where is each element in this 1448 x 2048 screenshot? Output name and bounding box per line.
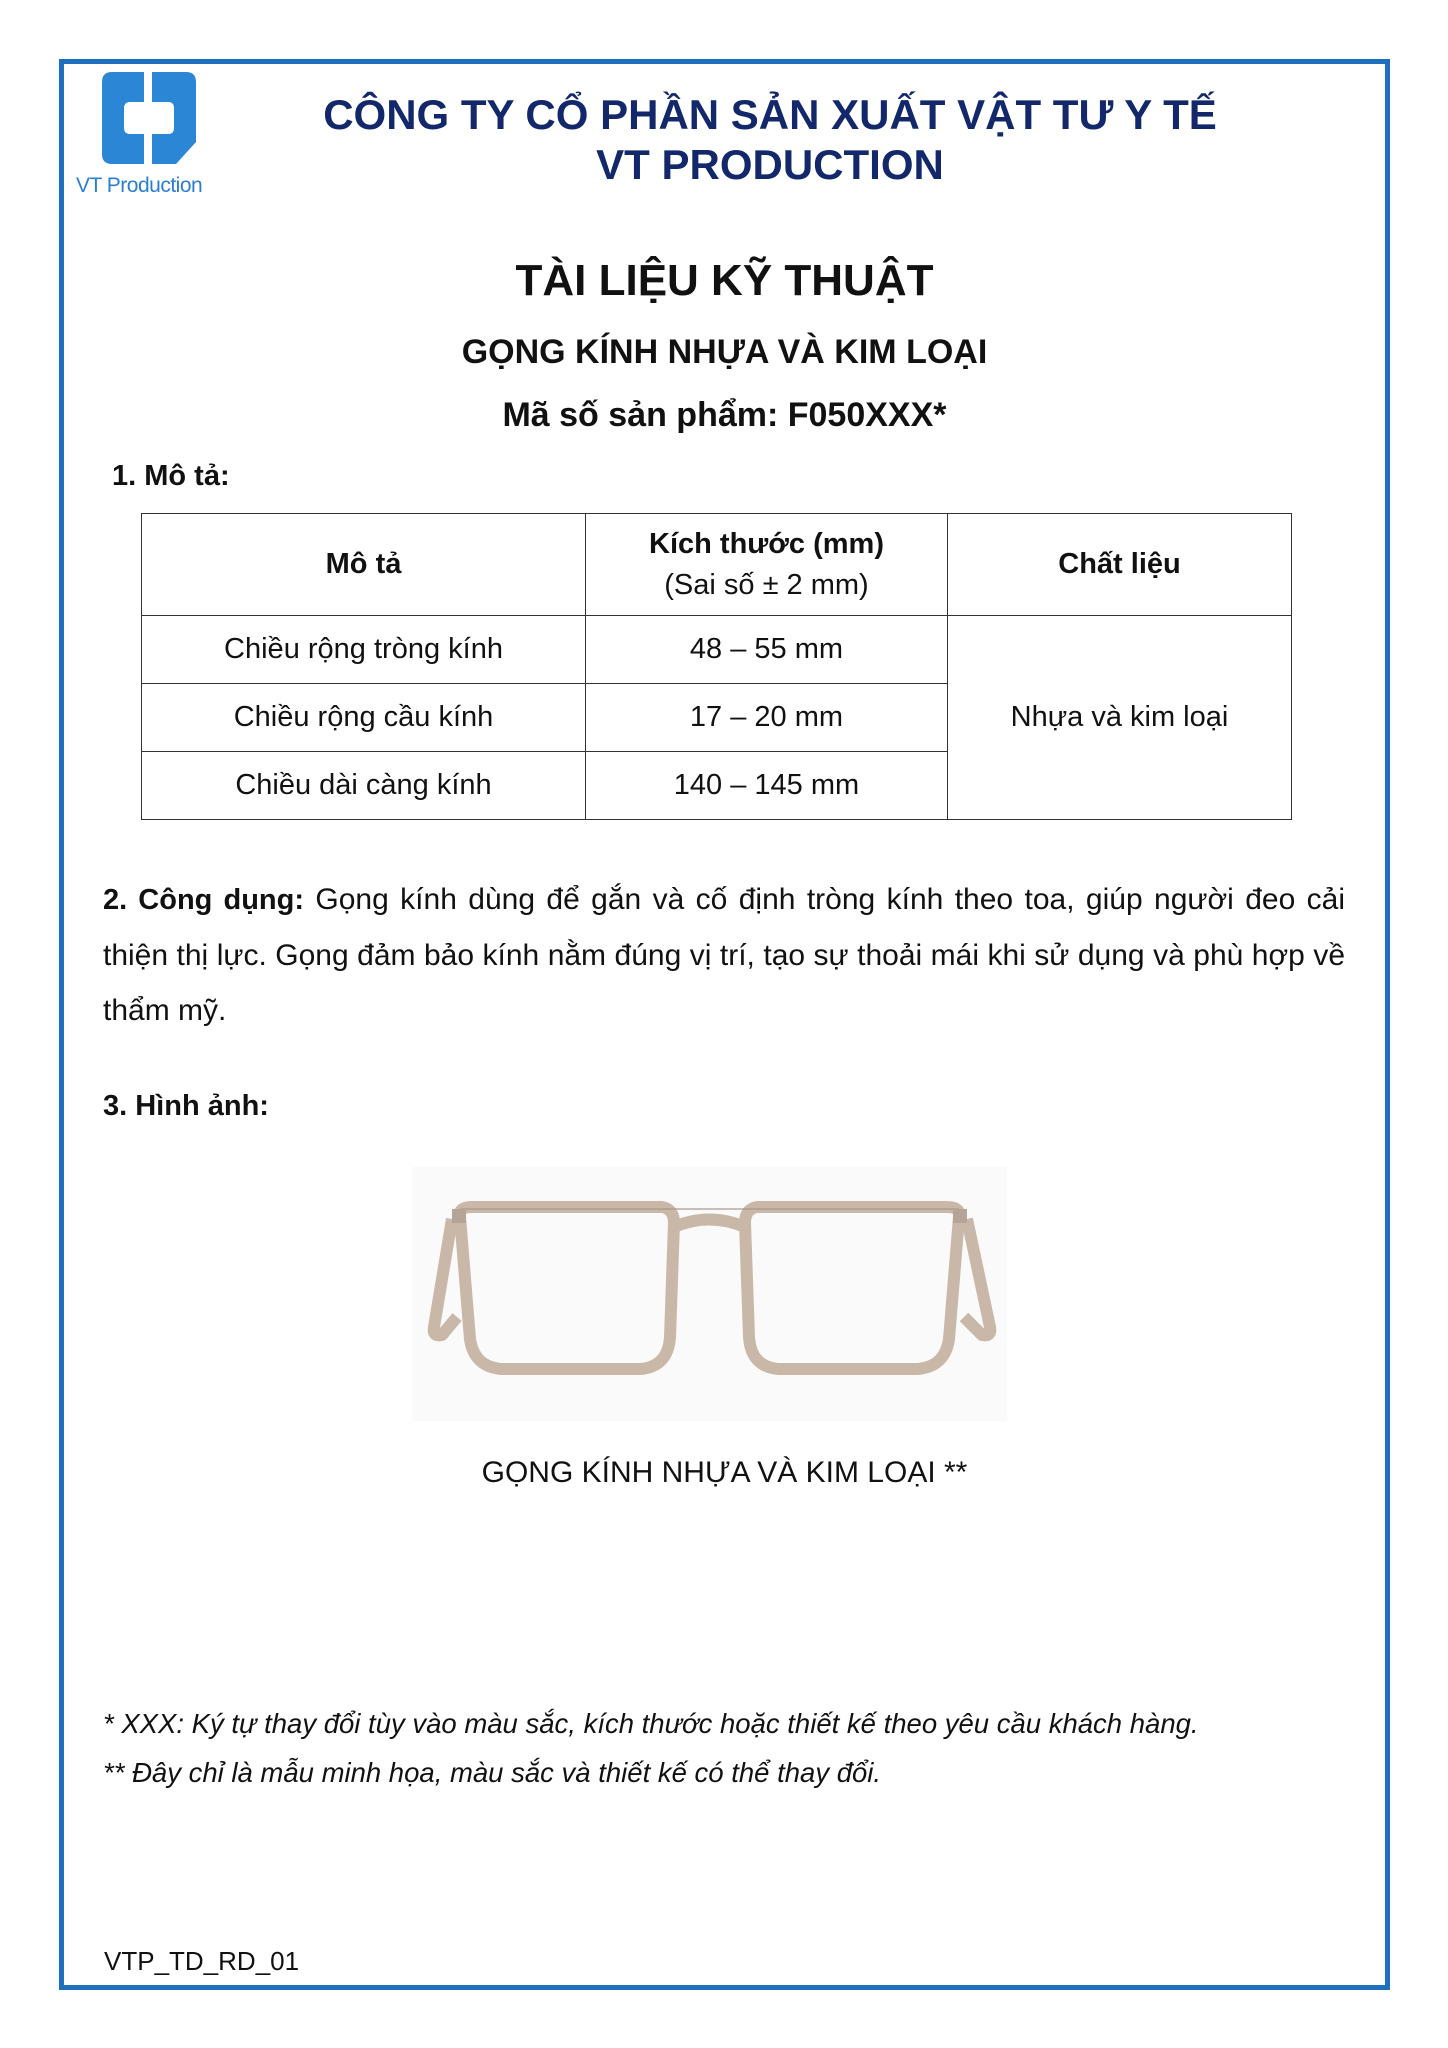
header-size-tolerance: (Sai số ± 2 mm) <box>664 568 869 601</box>
row-description: Chiều rộng tròng kính <box>142 616 586 684</box>
company-line-1: CÔNG TY CỔ PHẦN SẢN XUẤT VẬT TƯ Y TẾ <box>323 91 1217 138</box>
section2-text: Gọng kính dùng để gắn và cố định tròng kính theo toa, giúp người đeo cải thiện thị lực. Gọng đảm bảo kính nằm đúng vị trí, tạo sự thoải mái khi sử dụng và phù hợp về thẩm mỹ. <box>103 883 1345 1027</box>
table-row <box>142 616 1292 684</box>
company-logo <box>102 72 196 164</box>
header-material: Chất liệu <box>948 514 1292 616</box>
row-size: 48 – 55 mm <box>586 616 948 684</box>
row-size: 140 – 145 mm <box>586 752 948 820</box>
row-size: 17 – 20 mm <box>586 684 948 752</box>
product-code: Mã số sản phẩm: F050XXX* <box>502 396 947 434</box>
document-code: VTP_TD_RD_01 <box>104 1946 300 1976</box>
document-title: TÀI LIỆU KỸ THUẬT <box>515 256 934 305</box>
header-description: Mô tả <box>142 514 586 616</box>
section3-heading: 3. Hình ảnh: <box>103 1090 269 1122</box>
table-header-row <box>142 514 1292 616</box>
section2-paragraph <box>103 872 1345 1038</box>
company-name <box>230 90 1310 190</box>
section2-heading: 2. Công dụng: <box>103 884 305 916</box>
image-caption: GỌNG KÍNH NHỰA VÀ KIM LOẠI ** <box>481 1456 968 1489</box>
footnote-2: ** Đây chỉ là mẫu minh họa, màu sắc và thiết kế có thể thay đổi. <box>103 1757 882 1788</box>
footnote-1: * XXX: Ký tự thay đổi tùy vào màu sắc, kích thước hoặc thiết kế theo yêu cầu khách hàng. <box>103 1708 1199 1739</box>
row-description: Chiều rộng cầu kính <box>142 684 586 752</box>
material-cell: Nhựa và kim loại <box>948 616 1292 820</box>
spec-table <box>141 513 1292 820</box>
glasses-image <box>412 1167 1007 1421</box>
section1-heading: 1. Mô tả: <box>112 460 230 492</box>
logo-text: VT Production <box>76 174 203 197</box>
header-size-label: Kích thước (mm) <box>649 527 884 560</box>
company-line-2: VT PRODUCTION <box>596 141 944 188</box>
row-description: Chiều dài càng kính <box>142 752 586 820</box>
document-subtitle: GỌNG KÍNH NHỰA VÀ KIM LOẠI <box>461 333 988 371</box>
header-size <box>586 514 948 616</box>
